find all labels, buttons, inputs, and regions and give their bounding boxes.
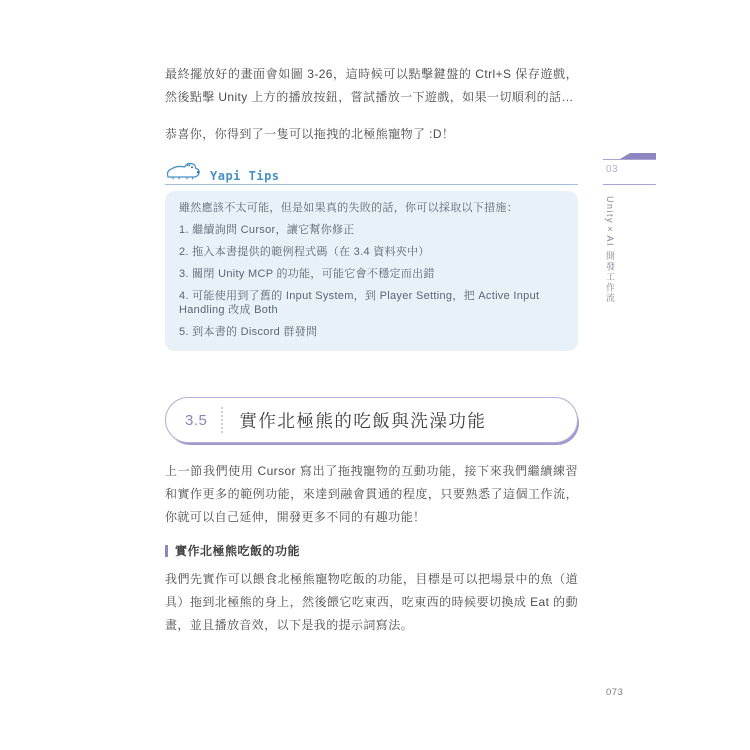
subsection-heading [165,542,578,559]
content-column [165,63,578,637]
tips-item-3: 3. 關閉 Unity MCP 的功能，可能它會不穩定而出錯 [179,268,435,280]
tips-item-1: 1. 繼續詢問 Cursor，讓它幫你修正 [179,224,355,236]
subsection-heading-text: 實作北極熊吃飯的功能 [175,544,301,558]
paragraph-section-intro: 上一節我們使用 Cursor 寫出了拖拽寵物的互動功能，接下來我們繼續練習和實作更多的範例功能，來達到融會貫通的程度，只要熟悉了這個工作流，你就可以自己延伸，開發更多不同的有趣功能！ [165,464,578,524]
polar-bear-icon [165,161,201,185]
tips-item-2: 2. 拖入本書提供的範例程式碼（在 3.4 資料夾中） [179,246,430,258]
subsection-accent-bar [165,545,168,557]
paragraph-congrats: 恭喜你，你得到了一隻可以拖拽的北極熊寵物了 :D！ [165,127,455,141]
sidebar-chapter-number: 03 [606,164,619,175]
section-number: 3.5 [185,411,208,429]
sidebar-chapter-tab [620,153,656,159]
tips-header [165,163,578,183]
paragraph-intro: 最終擺放好的畫面會如圖 3-26，這時候可以點擊鍵盤的 Ctrl+S 保存遊戲，然後點擊 Unity 上方的播放按鈕，嘗試播放一下遊戲，如果一切順利的話… [165,67,578,104]
tips-box [165,191,578,351]
section-header [165,397,578,443]
tips-divider [165,184,578,185]
page-number: 073 [606,687,624,698]
tips-item-5: 5. 到本書的 Discord 群發問 [179,326,318,338]
paragraph-feeding: 我們先實作可以餵食北極熊寵物吃飯的功能，目標是可以把場景中的魚（道具）拖到北極熊的身上，然後餵它吃東西，吃東西的時候要切換成 Eat 的動畫，並且播放音效，以下是我的提示詞寫法。 [165,572,578,632]
section-title: 實作北極熊的吃飯與洗澡功能 [239,410,487,431]
tips-label: Yapi Tips [210,169,280,183]
sidebar-chapter-title: Unity×AI 開發工作流 [605,196,615,304]
section-number-divider [221,407,223,433]
tips-item-4: 4. 可能使用到了舊的 Input System，到 Player Setting，把 Active Input Handling 改成 Both [179,290,540,316]
tips-callout [165,163,578,351]
tips-intro: 雖然應該不太可能，但是如果真的失敗的話，你可以採取以下措施： [179,202,518,214]
sidebar-rule-top [603,159,656,160]
sidebar-rule-bottom [603,184,656,185]
